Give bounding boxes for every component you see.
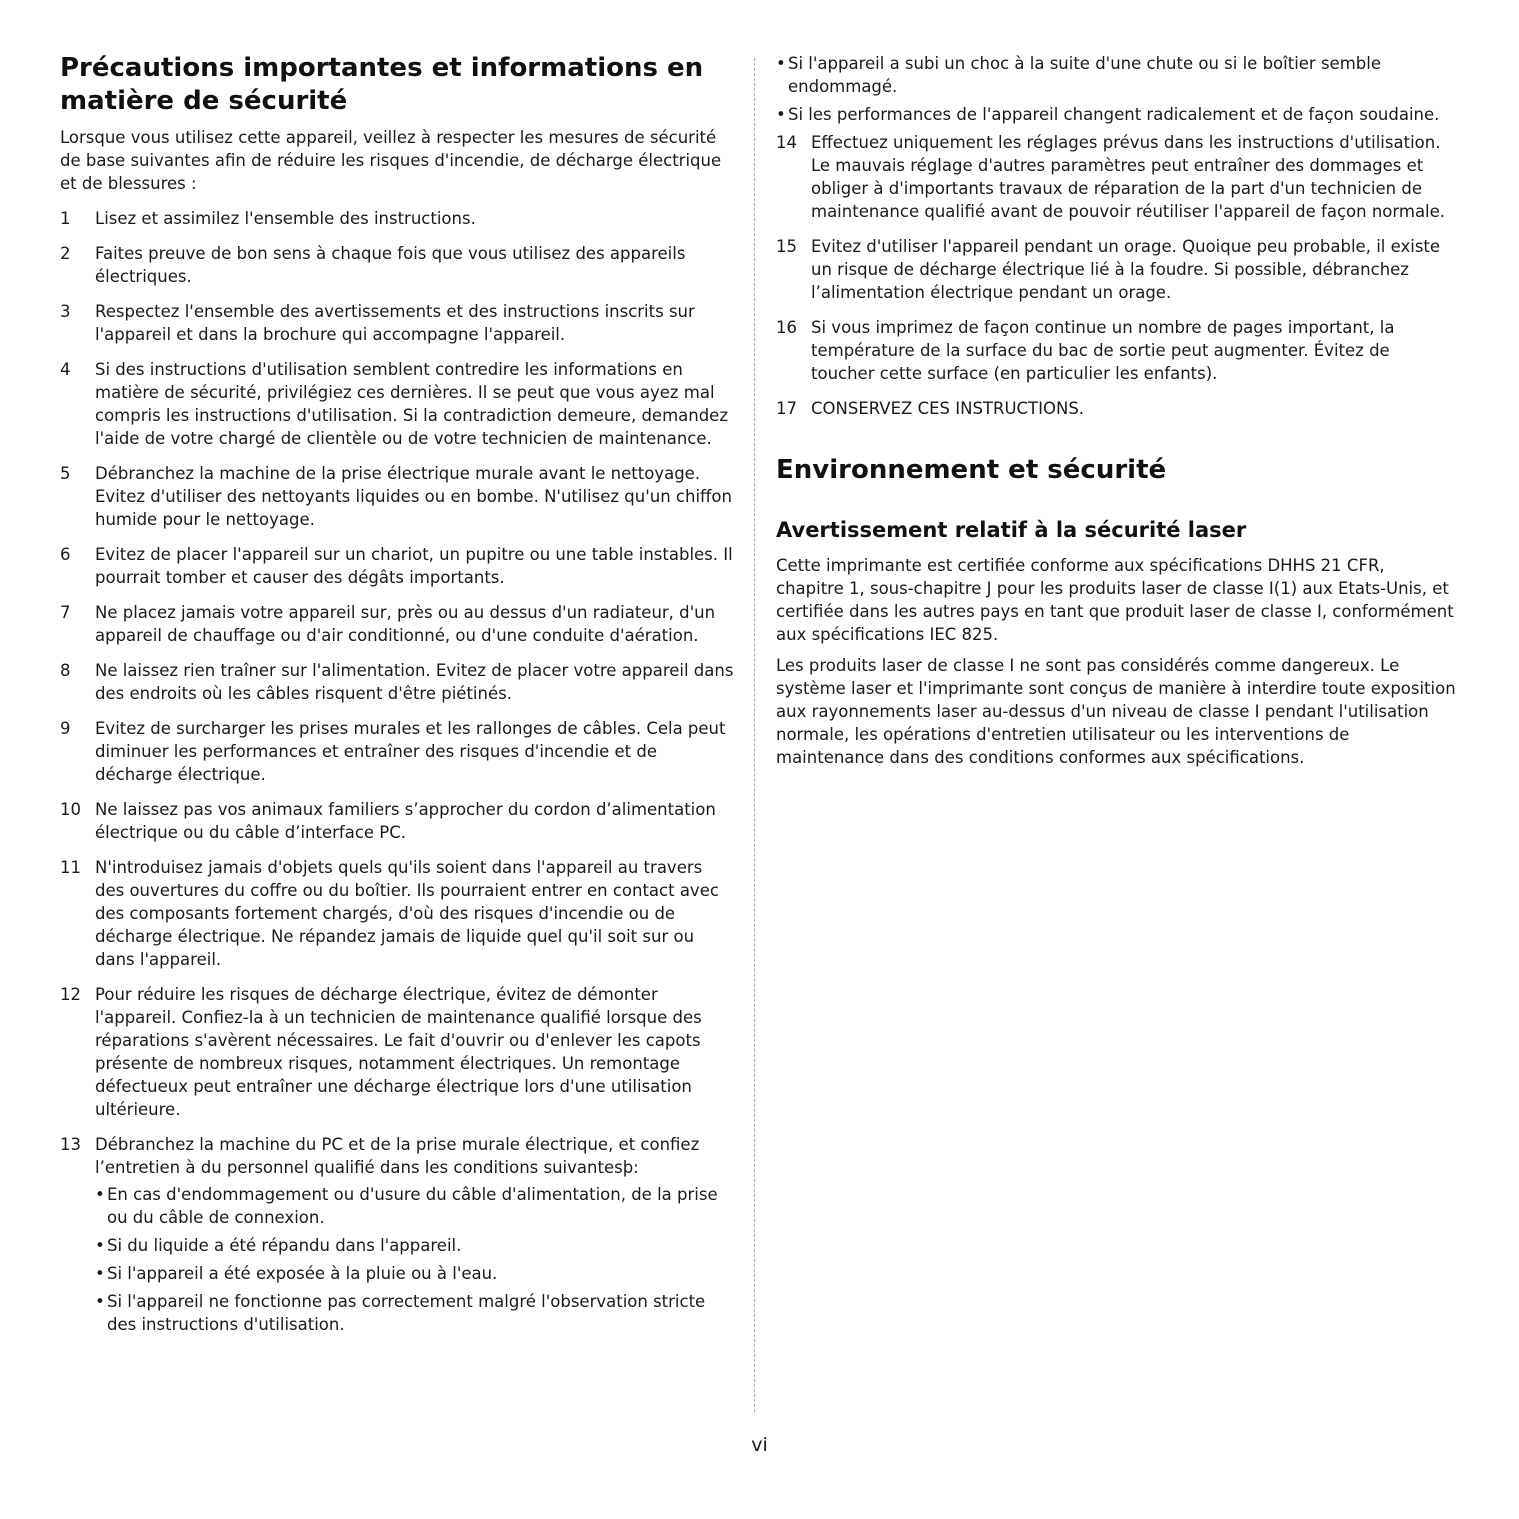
right-column <box>776 52 1456 781</box>
item-text: Respectez l'ensemble des avertissements et des instructions inscrits sur l'appareil et dans la brochure qui accompagne l'appareil. <box>95 302 695 344</box>
laser-paragraph-2: Les produits laser de classe I ne sont pas considérés comme dangereux. Le système laser et l'imprimante sont conçus de manière à interdire toute exposition aux rayonnements laser au-dessus d'un niveau de classe I pendant l'utilisation normale, les opérations d'entretien utilisateur ou les interventions de maintenance dans des conditions conformes aux spécifications. <box>776 656 1456 767</box>
laser-paragraph-1: Cette imprimante est certifiée conforme aux spécifications DHHS 21 CFR, chapitre 1, sous-chapitre J pour les produits laser de classe I(1) aux Etats-Unis, et certifiée dans les autres pays en tant que produit laser de classe I, conformément aux spécifications IEC 825. <box>776 556 1454 644</box>
item-number: 10 <box>60 800 81 819</box>
list-item <box>776 397 1456 420</box>
bullet-icon: • <box>95 1185 105 1204</box>
list-item <box>60 300 736 346</box>
item-number: 11 <box>60 858 81 877</box>
list-item <box>60 1133 736 1336</box>
bullet-item: • Si l'appareil ne fonctionne pas correctement malgré l'observation stricte des instructions d'utilisation. <box>95 1292 706 1334</box>
item-number: 15 <box>776 237 797 256</box>
item-number: 5 <box>60 464 71 483</box>
bullet-icon: • <box>776 54 786 73</box>
list-item <box>60 207 736 230</box>
item-number: 14 <box>776 133 797 152</box>
list-item <box>60 798 736 844</box>
item-number: 2 <box>60 244 71 263</box>
item-number: 4 <box>60 360 71 379</box>
section-title: Environnement et sécurité <box>776 455 1167 485</box>
list-item <box>776 316 1456 385</box>
intro-paragraph: Lorsque vous utilisez cette appareil, veillez à respecter les mesures de sécurité de base suivantes afin de réduire les risques d'incendie, de décharge électrique et de blessures : <box>60 128 722 193</box>
item-text: Ne laissez pas vos animaux familiers s’approcher du cordon d’alimentation électrique ou du câble d’interface PC. <box>95 800 716 842</box>
bullet-item: • Si l'appareil a été exposée à la pluie ou à l'eau. <box>95 1264 498 1283</box>
item-text: CONSERVEZ CES INSTRUCTIONS. <box>811 399 1085 418</box>
item-number: 17 <box>776 399 797 418</box>
list-item <box>60 856 736 971</box>
item-text: Si des instructions d'utilisation semblent contredire les informations en matière de sécurité, privilégiez ces dernières. Il se peut que vous ayez mal compris les instructions d'utilisation. Si la contradiction demeure, demandez l'aide de votre chargé de clientèle ou de votre technicien de maintenance. <box>95 360 728 448</box>
item-number: 16 <box>776 318 797 337</box>
item-text: Ne placez jamais votre appareil sur, près ou au dessus d'un radiateur, d'un appareil de chauffage ou d'air conditionné, ou d'une conduite d'aération. <box>95 603 716 645</box>
subsection-title: Avertissement relatif à la sécurité laser <box>776 518 1247 542</box>
bullet-icon: • <box>776 105 786 124</box>
item-text: Pour réduire les risques de décharge électrique, évitez de démonter l'appareil. Confiez-la à un technicien de maintenance qualifié lorsque des réparations s'avèrent nécessaires. Le fait d'ouvrir ou d'enlever les capots présente de nombreux risques, notamment électriques. Un remontage défectueux peut entraîner une décharge électrique lors d'une utilisation ultérieure. <box>95 985 702 1119</box>
item-text: Effectuez uniquement les réglages prévus dans les instructions d'utilisation. Le mauvais réglage d'autres paramètres peut entraîner des dommages et obliger à d'importants travaux de réparation de la part d'un technicien de maintenance qualifié avant de pouvoir réutiliser l'appareil de façon normale. <box>811 133 1446 221</box>
bullet-item: • Si du liquide a été répandu dans l'appareil. <box>95 1236 462 1255</box>
bullet-item: • Si les performances de l'appareil changent radicalement et de façon soudaine. <box>776 105 1440 124</box>
item-text: Ne laissez rien traîner sur l'alimentation. Evitez de placer votre appareil dans des endroits où les câbles risquent d'être piétinés. <box>95 661 734 703</box>
list-item <box>60 601 736 647</box>
list-item <box>776 131 1456 223</box>
left-column <box>60 52 736 1348</box>
item-text: Lisez et assimilez l'ensemble des instructions. <box>95 209 476 228</box>
item-text: N'introduisez jamais d'objets quels qu'ils soient dans l'appareil au travers des ouvertures du coffre ou du boîtier. Ils pourraient entrer en contact avec des composants fortement chargés, d'où des risques d'incendie ou de décharge électrique. Ne répandez jamais de liquide quel qu'il soit sur ou dans l'appareil. <box>95 858 719 969</box>
bullet-icon: • <box>95 1264 105 1283</box>
item-number: 6 <box>60 545 71 564</box>
item-text: Débranchez la machine du PC et de la prise murale électrique, et confiez l’entretien à du personnel qualifié dans les conditions suivantesþ: <box>95 1135 700 1177</box>
item-text: Faites preuve de bon sens à chaque fois que vous utilisez des appareils électriques. <box>95 244 686 286</box>
list-item <box>60 983 736 1121</box>
item-number: 8 <box>60 661 71 680</box>
item-number: 9 <box>60 719 71 738</box>
item-text: Débranchez la machine de la prise électrique murale avant le nettoyage. Evitez d'utiliser des nettoyants liquides ou en bombe. N'utilisez qu'un chiffon humide pour le nettoyage. <box>95 464 732 529</box>
bullet-icon: • <box>95 1292 105 1311</box>
item-number: 7 <box>60 603 71 622</box>
list-item <box>60 717 736 786</box>
item-number: 1 <box>60 209 71 228</box>
list-item <box>60 462 736 531</box>
item-text: Si vous imprimez de façon continue un nombre de pages important, la température de la surface du bac de sortie peut augmenter. Évitez de toucher cette surface (en particulier les enfants). <box>811 318 1395 383</box>
list-item <box>60 358 736 450</box>
item-text: Evitez de surcharger les prises murales et les rallonges de câbles. Cela peut diminuer les performances et entraîner des risques d'incendie et de décharge électrique. <box>95 719 726 784</box>
bullet-item: • En cas d'endommagement ou d'usure du câble d'alimentation, de la prise ou du câble de connexion. <box>95 1185 718 1227</box>
list-item <box>776 235 1456 304</box>
item-number: 3 <box>60 302 71 321</box>
page-title: Précautions importantes et informations en matière de sécurité <box>60 53 704 116</box>
list-item <box>60 242 736 288</box>
page-number: vi <box>751 1434 768 1456</box>
item-text: Evitez de placer l'appareil sur un chariot, un pupitre ou une table instables. Il pourrait tomber et causer des dégâts importants. <box>95 545 733 587</box>
column-divider <box>754 58 755 1412</box>
bullet-icon: • <box>95 1236 105 1255</box>
item-text: Evitez d'utiliser l'appareil pendant un orage. Quoique peu probable, il existe un risque de décharge électrique lié à la foudre. Si possible, débranchez l’alimentation électrique pendant un orage. <box>811 237 1441 302</box>
list-item <box>60 543 736 589</box>
safety-list-continued <box>776 131 1456 420</box>
item-number: 12 <box>60 985 81 1004</box>
item-number: 13 <box>60 1135 81 1154</box>
condition-bullets-continued <box>776 52 1456 126</box>
list-item <box>60 659 736 705</box>
safety-list <box>60 207 736 1336</box>
bullet-item: • Si l'appareil a subi un choc à la suite d'une chute ou si le boîtier semble endommagé. <box>776 54 1381 96</box>
condition-bullets <box>95 1183 736 1336</box>
